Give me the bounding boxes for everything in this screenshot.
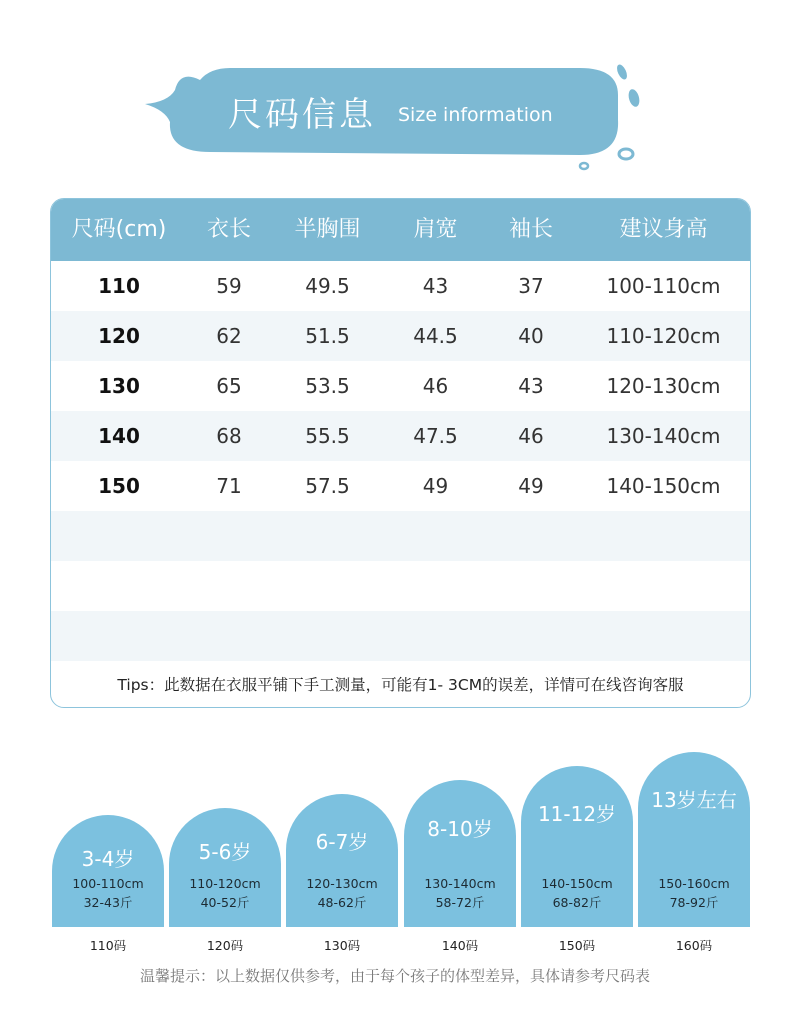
column-header-height: 建议身高 [619, 217, 708, 242]
age-card-110 [52, 815, 164, 927]
age-card-150 [521, 766, 633, 927]
column-header-shoulder: 肩宽 [413, 217, 458, 242]
size-code-label: 130码 [323, 938, 361, 953]
column-header-length: 衣长 [206, 217, 251, 242]
weight-range: 40-52斤 [200, 895, 250, 910]
height-range: 130-140cm [424, 876, 496, 891]
height-range: 110-120cm [189, 876, 261, 891]
height-range: 140-150cm [541, 876, 613, 891]
table-cell: 71 [216, 474, 242, 498]
table-cell: 68 [216, 424, 242, 448]
size-table [50, 198, 751, 708]
size-code-label: 140码 [441, 938, 479, 953]
header-bubble [140, 60, 660, 180]
height-range: 150-160cm [658, 876, 730, 891]
weight-range: 78-92斤 [669, 895, 719, 910]
table-cell: 46 [422, 374, 449, 398]
table-cell: 110 [98, 274, 140, 298]
table-cell: 49.5 [305, 274, 350, 298]
table-cell: 120 [98, 324, 140, 348]
column-header-half-chest: 半胸围 [294, 217, 361, 242]
table-cell: 62 [216, 324, 242, 348]
table-cell: 43 [422, 274, 449, 298]
table-cell: 130 [98, 374, 140, 398]
table-row [51, 411, 750, 461]
age-label: 8-10岁 [427, 817, 493, 841]
age-label: 13岁左右 [651, 788, 737, 812]
page-subtitle: Size information [398, 104, 553, 126]
age-card-130 [286, 794, 398, 927]
table-cell: 140 [98, 424, 140, 448]
weight-range: 58-72斤 [435, 895, 485, 910]
table-cell: 49 [518, 474, 544, 498]
age-card-140 [404, 780, 516, 927]
table-cell: 100-110cm [606, 274, 721, 298]
table-row-empty [51, 611, 750, 661]
height-range: 120-130cm [306, 876, 378, 891]
column-header-size: 尺码(cm) [71, 217, 167, 242]
table-row-empty [51, 561, 750, 611]
table-row-empty [51, 511, 750, 561]
weight-range: 32-43斤 [83, 895, 133, 910]
table-cell: 46 [518, 424, 544, 448]
age-label: 11-12岁 [537, 802, 617, 826]
table-cell: 51.5 [305, 324, 350, 348]
weight-range: 48-62斤 [317, 895, 367, 910]
table-cell: 130-140cm [606, 424, 721, 448]
size-code-label: 150码 [558, 938, 596, 953]
table-cell: 55.5 [305, 424, 350, 448]
table-cell: 65 [216, 374, 242, 398]
age-card-120 [169, 808, 281, 927]
age-card-160 [638, 752, 750, 927]
table-cell: 47.5 [413, 424, 458, 448]
table-row [51, 311, 750, 361]
table-row [51, 361, 750, 411]
age-label: 3-4岁 [81, 847, 135, 871]
table-cell: 44.5 [413, 324, 458, 348]
table-row [51, 461, 750, 511]
table-cell: 57.5 [305, 474, 350, 498]
reference-note: 温馨提示：以上数据仅供参考，由于每个孩子的体型差异，具体请参考尺码表 [139, 967, 650, 985]
table-row [51, 261, 750, 311]
height-range: 100-110cm [72, 876, 144, 891]
table-cell: 120-130cm [606, 374, 721, 398]
table-cell: 37 [518, 274, 544, 298]
table-cell: 53.5 [305, 374, 350, 398]
table-header [51, 199, 750, 261]
age-label: 6-7岁 [315, 830, 369, 854]
size-code-label: 120码 [206, 938, 244, 953]
table-cell: 110-120cm [606, 324, 721, 348]
table-cell: 59 [216, 274, 242, 298]
page-title: 尺码信息 [228, 95, 376, 135]
table-cell: 49 [422, 474, 449, 498]
column-header-sleeve: 袖长 [508, 217, 553, 242]
table-cell: 40 [518, 324, 544, 348]
weight-range: 68-82斤 [552, 895, 602, 910]
table-tips: Tips：此数据在衣服平铺下手工测量，可能有1- 3CM的误差，详情可在线咨询客服 [117, 676, 684, 694]
table-cell: 43 [518, 374, 544, 398]
age-label: 5-6岁 [198, 840, 252, 864]
table-cell: 140-150cm [606, 474, 721, 498]
size-code-label: 160码 [675, 938, 713, 953]
size-code-label: 110码 [89, 938, 127, 953]
table-cell: 150 [98, 474, 140, 498]
